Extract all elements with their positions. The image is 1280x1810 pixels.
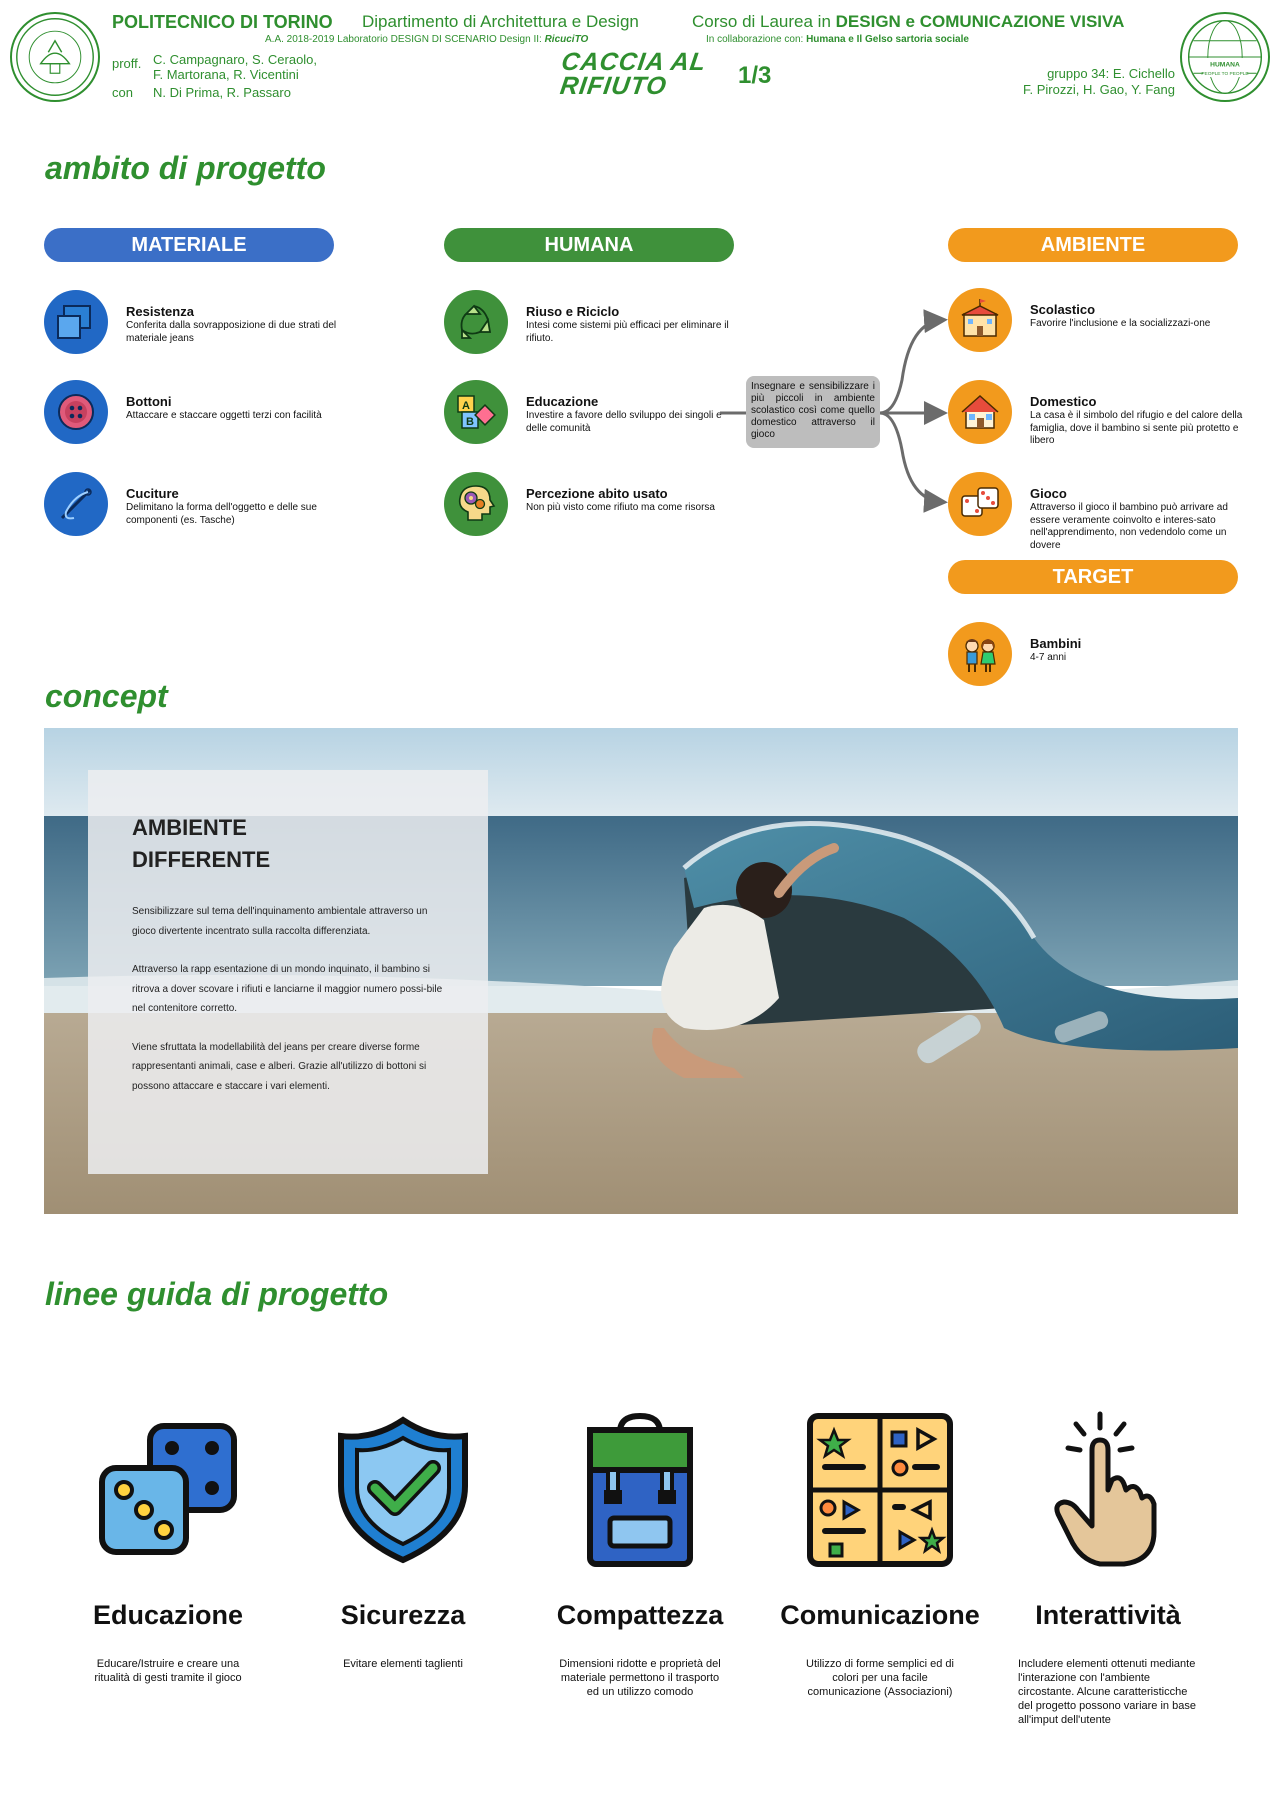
button-icon: [44, 380, 108, 444]
professors-line-2: F. Martorana, R. Vicentini: [153, 67, 299, 82]
course-prefix: Corso di Laurea in: [692, 12, 836, 31]
item-text: Intesi come sistemi più efficaci per eliminare il rifiuto.: [526, 320, 729, 344]
group-members: [1023, 66, 1175, 98]
humana-globe-logo: [1180, 12, 1270, 102]
item-text: La casa è il simbolo del rifugio e del calore della famiglia, dove il bambino si sente più protetto e libero: [1030, 410, 1243, 446]
item-text: Favorire l'inclusione e la socializzazi-one: [1030, 318, 1211, 329]
flow-arrows: [720, 300, 950, 520]
pill-target: TARGET: [948, 560, 1238, 594]
svg-text:HUMANA: HUMANA: [1210, 61, 1240, 69]
needle-icon: [44, 472, 108, 536]
professors-label: proff.: [112, 56, 142, 71]
item-title: Bottoni: [126, 394, 172, 409]
item-text: Non più visto come rifiuto ma come risorsa: [526, 502, 715, 513]
item-title: Scolastico: [1030, 302, 1096, 317]
dice-icon: [88, 1410, 248, 1570]
politecnico-seal-logo: [10, 12, 100, 102]
guideline-text: Utilizzo di forme semplici ed di colori per una facile comunicazione (Associazioni): [806, 1658, 954, 1698]
item-text: 4-7 anni: [1030, 652, 1067, 663]
backpack-icon: [560, 1410, 720, 1570]
game-logo-line-1: CACCIA AL: [559, 48, 709, 76]
house-icon: [948, 380, 1012, 444]
guideline-text: Evitare elementi taglienti: [343, 1658, 463, 1670]
concept-paragraph-3: Viene sfruttata la modellabilità del jeans per creare diverse forme rappresentanti animali, case e alberi. Grazie all'utilizzo di bottoni si possono attaccare e staccare i vari elementi.: [132, 1041, 427, 1092]
item-text: Delimitano la forma dell'oggetto e delle sue componenti (es. Tasche): [126, 502, 317, 526]
course-name: [692, 12, 1124, 32]
head-gears-icon: [444, 472, 508, 536]
collab-partners: Humana e Il Gelso sartoria sociale: [806, 34, 969, 45]
guideline-text: Includere elementi ottenuti mediante l'interazione con l'ambiente circostante. Alcune caratteristicche del progetto possono variare in base all'imput dell'utente: [1018, 1658, 1196, 1726]
item-title: Bambini: [1030, 636, 1082, 651]
svg-text:A: A: [462, 400, 470, 412]
academic-year-text: A.A. 2018-2019 Laboratorio DESIGN DI SCENARIO Design II:: [265, 34, 545, 45]
tap-hand-icon: [1028, 1410, 1188, 1570]
group-line-1: gruppo 34: E. Cichello: [1047, 66, 1175, 81]
svg-text:B: B: [466, 416, 474, 428]
item-title: Resistenza: [126, 304, 194, 319]
concept-paragraph-2: Attraverso la rapp esentazione di un mondo inquinato, il bambino si ritrova a dover scovare i rifiuti e lanciarne il maggior numero possi-bile nel contenitore corretto.: [132, 964, 443, 1014]
shield-check-icon: [323, 1410, 483, 1570]
item-title: Riuso e Riciclo: [526, 304, 620, 319]
pill-materiale: MATERIALE: [44, 228, 334, 262]
concept-text-panel: [88, 770, 488, 1174]
guideline-title: Sicurezza: [340, 1600, 466, 1630]
item-title: Percezione abito usato: [526, 486, 668, 501]
dice-icon: [948, 472, 1012, 536]
page-number: 1/3: [738, 62, 772, 89]
concept-title: AMBIENTE DIFFERENTE: [132, 815, 271, 872]
layers-icon: [44, 290, 108, 354]
guideline-sicurezza: [303, 1410, 503, 1671]
guideline-title: Interattività: [1035, 1600, 1181, 1630]
section-title-concept: concept: [45, 678, 168, 714]
section-title-scope: ambito di progetto: [45, 150, 326, 186]
shapes-board-icon: [800, 1410, 960, 1570]
recycle-icon: [444, 290, 508, 354]
university-name: POLITECNICO DI TORINO: [112, 12, 333, 32]
item-text: Conferita dalla sovrapposizione di due strati del materiale jeans: [126, 320, 337, 344]
course-title: DESIGN e COMUNICAZIONE VISIVA: [835, 12, 1125, 31]
department-name: Dipartimento di Architettura e Design: [362, 12, 639, 31]
game-logo-line-2: RIFIUTO: [558, 72, 669, 100]
lab-name: RicuciTO: [544, 34, 589, 45]
concept-paragraph-1: Sensibilizzare sul tema dell'inquinamento ambientale attraverso un gioco divertente incentrato sulla raccolta differenziata.: [132, 906, 428, 937]
professors-list: [153, 52, 317, 82]
caccia-al-rifiuto-logo: [557, 50, 734, 98]
group-line-2: F. Pirozzi, H. Gao, Y. Fang: [1023, 82, 1175, 97]
svg-text:PEOPLE TO PEOPLE: PEOPLE TO PEOPLE: [1201, 72, 1249, 78]
pill-ambiente: AMBIENTE: [948, 228, 1238, 262]
item-title: Gioco: [1030, 486, 1067, 501]
guideline-compattezza: [540, 1410, 740, 1699]
children-icon: [948, 622, 1012, 686]
guideline-title: Compattezza: [556, 1600, 724, 1630]
professors-line-1: C. Campagnaro, S. Ceraolo,: [153, 52, 318, 67]
guideline-comunicazione: [780, 1410, 980, 1699]
section-title-guidelines: linee guida di progetto: [45, 1276, 389, 1312]
item-title: Domestico: [1030, 394, 1097, 409]
concept-image: [44, 728, 1238, 1214]
guideline-interattivita: [1008, 1410, 1208, 1727]
tutors-list: N. Di Prima, R. Passaro: [153, 85, 291, 100]
collab-prefix: In collaborazione con:: [706, 34, 807, 45]
guideline-title: Educazione: [92, 1600, 244, 1630]
guideline-title: Comunicazione: [780, 1600, 980, 1630]
item-text: Attaccare e staccare oggetti terzi con facilità: [126, 410, 322, 421]
tutors-label: con: [112, 85, 133, 100]
abc-blocks-icon: [444, 380, 508, 444]
item-title: Cuciture: [126, 486, 179, 501]
item-text: Investire a favore dello sviluppo dei singoli e delle comunità: [526, 410, 722, 434]
collaboration: [706, 34, 969, 45]
guideline-text: Educare/Istruire e creare una ritualità di gesti tramite il gioco: [94, 1658, 242, 1684]
school-icon: [948, 288, 1012, 352]
guideline-text: Dimensioni ridotte e proprietà del materiale permettono il trasporto ed un utilizzo comodo: [559, 1658, 721, 1698]
guideline-educazione: [68, 1410, 268, 1685]
concept-bubble: Insegnare e sensibilizzare i più piccoli in ambiente scolastico così come quello domestico attraverso il gioco: [746, 376, 880, 448]
item-title: Educazione: [526, 394, 599, 409]
academic-year: [265, 34, 588, 45]
pill-humana: HUMANA: [444, 228, 734, 262]
item-text: Attraverso il gioco il bambino può arrivare ad essere veramente coinvolto e interes-sato nell'apprendimento, non vedendolo come un dovere: [1030, 502, 1228, 551]
